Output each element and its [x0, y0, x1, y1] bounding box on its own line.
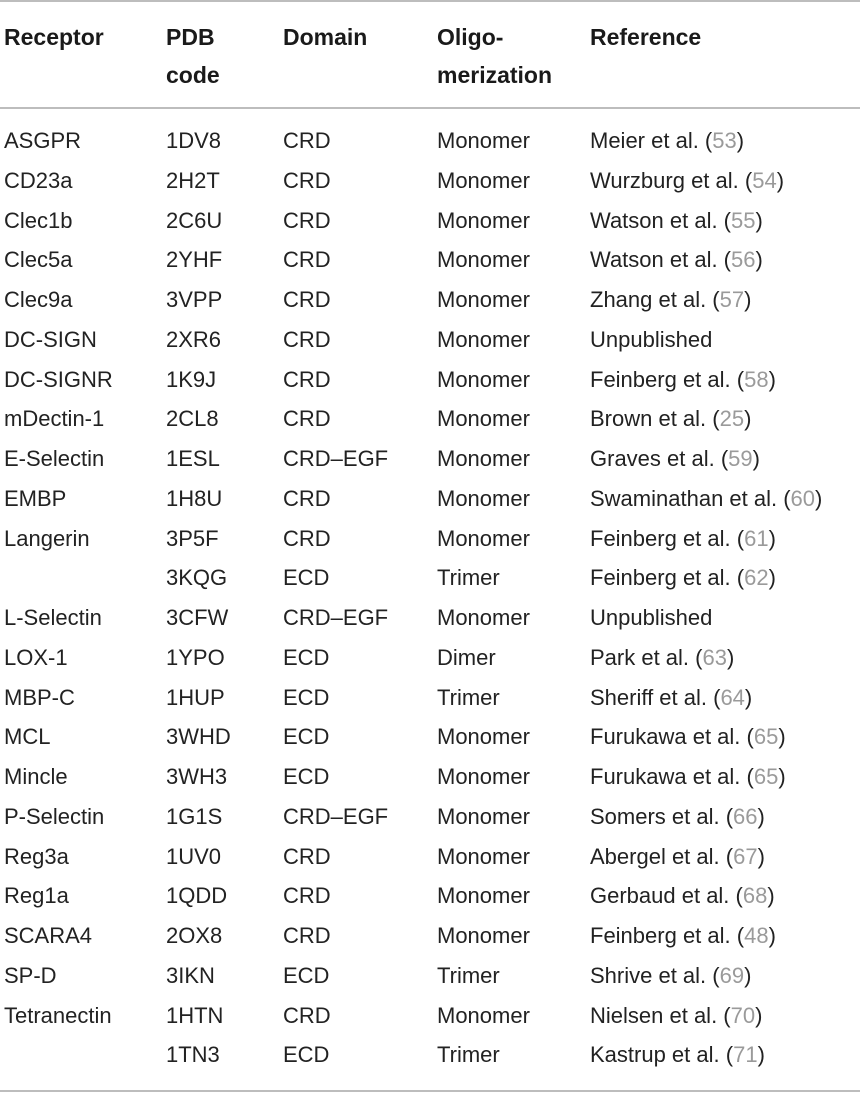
cell-reference: [590, 320, 712, 359]
reference-close-paren: ): [726, 644, 735, 670]
cell-reference: [590, 837, 765, 876]
reference-number-link[interactable]: 66: [733, 803, 758, 829]
reference-text: Feinberg et al. (: [590, 366, 745, 392]
cell-receptor: Clec9a: [4, 287, 73, 312]
cell-oligomerization: Dimer: [437, 644, 496, 670]
reference-close-paren: ): [815, 485, 823, 511]
cell-pdb-code: 2H2T: [166, 167, 220, 193]
table-row: [0, 161, 860, 201]
cell-receptor: Clec5a: [4, 247, 73, 273]
cell-domain: CRD: [283, 207, 331, 233]
reference-close-paren: ): [768, 366, 776, 392]
reference-text: Watson et al. (: [590, 247, 732, 273]
top-rule: [0, 0, 860, 2]
cell-receptor: DC-SIGN: [4, 326, 97, 352]
reference-close-paren: ): [767, 883, 775, 909]
cell-domain: CRD: [283, 525, 331, 551]
cell-pdb-code: 1QDD: [166, 883, 228, 909]
cell-domain: CRD–EGF: [283, 446, 389, 471]
header-oligomerization: [437, 18, 552, 94]
cell-oligomerization: Monomer: [437, 1002, 530, 1028]
header-pdb-line2: code: [166, 62, 220, 88]
reference-close-paren: ): [768, 565, 776, 591]
cell-reference: [590, 161, 784, 200]
reference-number-link[interactable]: 57: [719, 287, 745, 312]
cell-reference: [590, 717, 786, 756]
reference-number-link[interactable]: 48: [744, 923, 769, 948]
cell-domain: ECD: [283, 962, 330, 988]
header-rule: [0, 107, 860, 109]
header-olig-line1: Oligo-: [437, 24, 504, 50]
cell-reference: [590, 598, 712, 637]
cell-receptor: Reg3a: [4, 843, 69, 869]
cell-receptor: Mincle: [4, 764, 68, 789]
reference-text: Abergel et al. (: [590, 843, 734, 869]
reference-number-link[interactable]: 65: [753, 724, 779, 750]
cell-receptor: Reg1a: [4, 883, 69, 909]
cell-pdb-code: 1H8U: [166, 485, 223, 511]
table-row: [0, 916, 860, 956]
cell-pdb-code: 1UV0: [166, 843, 222, 869]
cell-pdb-code: 3CFW: [166, 605, 229, 630]
table-body: [0, 121, 860, 1075]
table-row: [0, 439, 860, 479]
cell-oligomerization: Monomer: [437, 764, 530, 789]
table-row: [0, 717, 860, 757]
reference-close-paren: ): [736, 128, 745, 153]
reference-close-paren: ): [744, 406, 752, 432]
cell-pdb-code: 2CL8: [166, 406, 219, 432]
cell-reference: [590, 1035, 765, 1074]
reference-close-paren: ): [768, 525, 776, 551]
cell-domain: CRD: [283, 366, 331, 392]
header-olig-line2: merization: [437, 62, 553, 88]
reference-number-link[interactable]: 71: [733, 1042, 758, 1068]
reference-close-paren: ): [755, 207, 763, 233]
cell-receptor: DC-SIGNR: [4, 366, 113, 392]
cell-oligomerization: Trimer: [437, 684, 500, 710]
cell-oligomerization: Monomer: [437, 485, 530, 511]
cell-pdb-code: 2OX8: [166, 923, 223, 948]
cell-reference: [590, 678, 752, 717]
cell-receptor: CD23a: [4, 167, 73, 193]
cell-receptor: L-Selectin: [4, 605, 102, 630]
cell-domain: ECD: [283, 565, 330, 591]
cell-pdb-code: 3VPP: [166, 287, 223, 312]
cell-pdb-code: 3KQG: [166, 565, 228, 591]
reference-text: Graves et al. (: [590, 446, 729, 471]
header-domain: Domain: [283, 24, 368, 50]
header-reference: Reference: [590, 24, 702, 50]
table-row: [0, 1035, 860, 1075]
table-row: [0, 280, 860, 320]
reference-close-paren: ): [755, 247, 763, 273]
cell-domain: CRD: [283, 167, 331, 193]
cell-domain: CRD: [283, 485, 331, 511]
reference-number-link[interactable]: 54: [752, 167, 777, 193]
cell-pdb-code: 1HTN: [166, 1002, 224, 1028]
cell-oligomerization: Monomer: [437, 167, 530, 193]
cell-pdb-code: 3P5F: [166, 525, 219, 551]
reference-number-link[interactable]: 56: [731, 247, 756, 273]
reference-number-link[interactable]: 62: [744, 565, 769, 591]
table-row: [0, 399, 860, 439]
cell-pdb-code: 2C6U: [166, 207, 223, 233]
reference-text: Furukawa et al. (: [590, 764, 754, 789]
cell-domain: CRD: [283, 883, 331, 909]
header-pdb-code: [166, 18, 220, 94]
cell-oligomerization: Monomer: [437, 287, 530, 312]
reference-number-link[interactable]: 53: [712, 128, 737, 153]
reference-number-link[interactable]: 55: [731, 207, 756, 233]
table-row: [0, 558, 860, 598]
header-pdb-line1: PDB: [166, 24, 215, 50]
cell-pdb-code: 1TN3: [166, 1042, 220, 1068]
reference-close-paren: ): [778, 724, 786, 750]
table-row: [0, 837, 860, 877]
cell-oligomerization: Monomer: [437, 207, 530, 233]
cell-receptor: Clec1b: [4, 207, 73, 233]
cell-oligomerization: Monomer: [437, 326, 530, 352]
reference-close-paren: ): [776, 167, 785, 193]
cell-reference: [590, 201, 763, 240]
reference-text: Feinberg et al. (: [590, 565, 745, 591]
reference-close-paren: ): [768, 923, 776, 948]
reference-text: Furukawa et al. (: [590, 724, 754, 750]
cell-reference: [590, 360, 776, 399]
reference-text: Shrive et al. (: [590, 962, 720, 988]
cell-reference: [590, 121, 744, 160]
cell-oligomerization: Monomer: [437, 366, 530, 392]
cell-oligomerization: Monomer: [437, 406, 530, 432]
cell-pdb-code: 2XR6: [166, 326, 222, 352]
reference-number-link[interactable]: 69: [719, 962, 745, 988]
cell-oligomerization: Trimer: [437, 1042, 500, 1068]
cell-domain: CRD: [283, 128, 331, 153]
cell-receptor: SCARA4: [4, 923, 93, 948]
cell-receptor: E-Selectin: [4, 446, 105, 471]
cell-domain: ECD: [283, 644, 330, 670]
cell-oligomerization: Monomer: [437, 883, 530, 909]
table-header: [0, 18, 860, 98]
bottom-rule: [0, 1090, 860, 1092]
reference-close-paren: ): [757, 843, 765, 869]
cell-receptor: Tetranectin: [4, 1002, 112, 1028]
cell-domain: ECD: [283, 724, 330, 750]
reference-text: Kastrup et al. (: [590, 1042, 734, 1068]
reference-text: Meier et al. (: [590, 128, 713, 153]
cell-receptor: EMBP: [4, 485, 67, 511]
cell-oligomerization: Trimer: [437, 565, 500, 591]
cell-reference: [590, 876, 775, 915]
table-row: [0, 638, 860, 678]
reference-close-paren: ): [744, 962, 752, 988]
table-row: [0, 598, 860, 638]
cell-receptor: Langerin: [4, 525, 90, 551]
cell-pdb-code: 1ESL: [166, 446, 220, 471]
table-row: [0, 876, 860, 916]
table-row: [0, 757, 860, 797]
reference-text: Feinberg et al. (: [590, 525, 745, 551]
cell-pdb-code: 3WHD: [166, 724, 231, 750]
cell-oligomerization: Monomer: [437, 724, 530, 750]
reference-close-paren: ): [744, 287, 752, 312]
cell-pdb-code: 2YHF: [166, 247, 223, 273]
reference-number-link[interactable]: 64: [720, 684, 745, 710]
cell-oligomerization: Monomer: [437, 247, 530, 273]
reference-number-link[interactable]: 63: [702, 644, 727, 670]
cell-pdb-code: 3IKN: [166, 962, 215, 988]
reference-text: Swaminathan et al. (: [590, 485, 791, 511]
cell-domain: CRD–EGF: [283, 803, 389, 829]
cell-pdb-code: 1DV8: [166, 128, 222, 153]
cell-oligomerization: Monomer: [437, 923, 530, 948]
cell-receptor: MBP-C: [4, 684, 75, 710]
table-row: [0, 121, 860, 161]
cell-domain: ECD: [283, 684, 330, 710]
reference-close-paren: ): [757, 803, 765, 829]
reference-text: Park et al. (: [590, 644, 703, 670]
cell-oligomerization: Monomer: [437, 525, 530, 551]
cell-reference: [590, 399, 751, 438]
cell-receptor: ASGPR: [4, 128, 82, 153]
cell-reference: [590, 240, 763, 279]
reference-text: Unpublished: [590, 326, 713, 352]
cell-oligomerization: Monomer: [437, 605, 530, 630]
cell-reference: [590, 519, 776, 558]
reference-number-link[interactable]: 65: [753, 764, 779, 789]
cell-oligomerization: Trimer: [437, 962, 500, 988]
reference-text: Brown et al. (: [590, 406, 720, 432]
cell-reference: [590, 558, 776, 597]
reference-text: Watson et al. (: [590, 207, 732, 233]
cell-reference: [590, 996, 762, 1035]
reference-close-paren: ): [744, 684, 753, 710]
reference-text: Unpublished: [590, 605, 713, 630]
cell-receptor: mDectin-1: [4, 406, 105, 432]
cell-reference: [590, 956, 751, 995]
cell-receptor: MCL: [4, 724, 51, 750]
reference-close-paren: ): [755, 1002, 763, 1028]
cell-pdb-code: 1HUP: [166, 684, 225, 710]
reference-text: Somers et al. (: [590, 803, 734, 829]
cell-reference: [590, 757, 786, 796]
cell-receptor: LOX-1: [4, 644, 68, 670]
cell-reference: [590, 916, 776, 955]
cell-oligomerization: Monomer: [437, 446, 530, 471]
cell-domain: ECD: [283, 764, 330, 789]
table-row: [0, 320, 860, 360]
reference-number-link[interactable]: 70: [730, 1002, 756, 1028]
header-receptor: Receptor: [4, 24, 104, 50]
reference-close-paren: ): [757, 1042, 765, 1068]
cell-domain: CRD: [283, 287, 331, 312]
table-row: [0, 519, 860, 559]
reference-text: Gerbaud et al. (: [590, 883, 743, 909]
cell-reference: [590, 638, 734, 677]
reference-text: Nielsen et al. (: [590, 1002, 731, 1028]
cell-reference: [590, 280, 751, 319]
cell-receptor: SP-D: [4, 962, 57, 988]
table-row: [0, 678, 860, 718]
table-row: [0, 360, 860, 400]
reference-text: Zhang et al. (: [590, 287, 720, 312]
cell-domain: CRD–EGF: [283, 605, 389, 630]
cell-oligomerization: Monomer: [437, 843, 530, 869]
table-row: [0, 797, 860, 837]
cell-pdb-code: 1YPO: [166, 644, 225, 670]
reference-number-link[interactable]: 68: [742, 883, 768, 909]
reference-text: Sheriff et al. (: [590, 684, 721, 710]
reference-number-link[interactable]: 59: [728, 446, 753, 471]
table-row: [0, 956, 860, 996]
table-row: [0, 201, 860, 241]
cell-domain: CRD: [283, 326, 331, 352]
table-row: [0, 240, 860, 280]
reference-text: Wurzburg et al. (: [590, 167, 753, 193]
cell-pdb-code: 3WH3: [166, 764, 228, 789]
reference-number-link[interactable]: 58: [744, 366, 769, 392]
cell-reference: [590, 797, 765, 836]
reference-close-paren: ): [752, 446, 760, 471]
cell-reference: [590, 439, 760, 478]
cell-receptor: P-Selectin: [4, 803, 105, 829]
cell-reference: [590, 479, 822, 518]
cell-domain: CRD: [283, 1002, 331, 1028]
cell-oligomerization: Monomer: [437, 803, 530, 829]
reference-close-paren: ): [778, 764, 786, 789]
cell-pdb-code: 1G1S: [166, 803, 223, 829]
reference-number-link[interactable]: 67: [733, 843, 758, 869]
table-row: [0, 996, 860, 1036]
cell-oligomerization: Monomer: [437, 128, 530, 153]
cell-pdb-code: 1K9J: [166, 366, 217, 392]
reference-number-link[interactable]: 25: [719, 406, 745, 432]
cell-domain: CRD: [283, 247, 331, 273]
cell-domain: CRD: [283, 923, 331, 948]
reference-number-link[interactable]: 61: [744, 525, 769, 551]
cell-domain: ECD: [283, 1042, 330, 1068]
reference-number-link[interactable]: 60: [790, 485, 816, 511]
cell-domain: CRD: [283, 843, 331, 869]
cell-domain: CRD: [283, 406, 331, 432]
reference-text: Feinberg et al. (: [590, 923, 745, 948]
table-row: [0, 479, 860, 519]
